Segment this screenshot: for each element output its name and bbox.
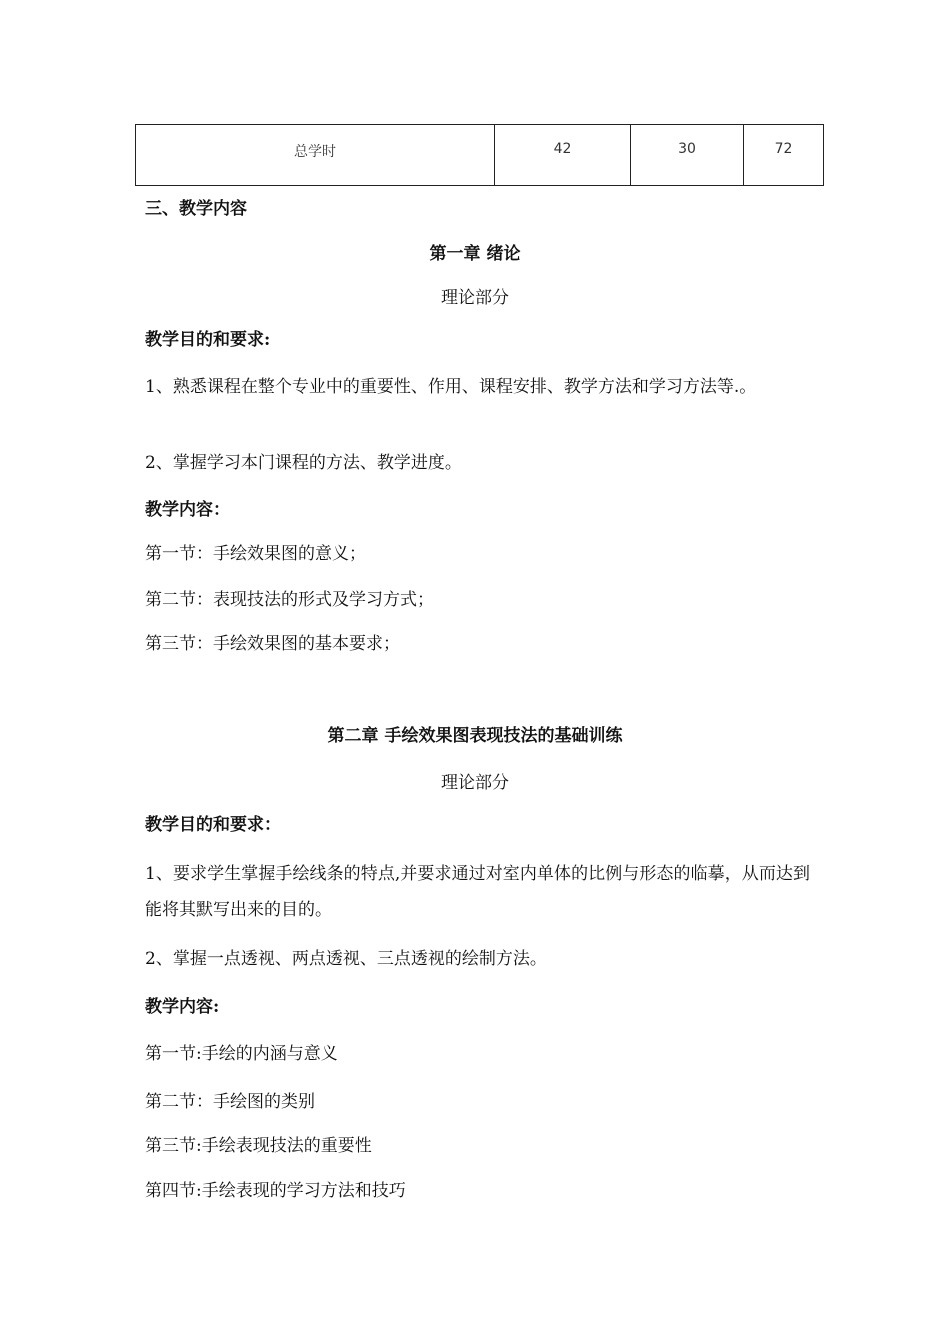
chapter1-section-1: 第一节：手绘效果图的意义； xyxy=(145,544,366,564)
chapter1-content-heading: 教学内容： xyxy=(145,500,230,520)
chapter2-section-3: 第三节:手绘表现技法的重要性 xyxy=(145,1136,372,1156)
chapter2-goal-2: 2、掌握一点透视、两点透视、三点透视的绘制方法。 xyxy=(145,949,547,969)
section-heading: 三、教学内容 xyxy=(145,199,247,219)
chapter2-goal-1: 1、要求学生掌握手绘线条的特点,并要求通过对室内单体的比例与形态的临摹，从而达到能将其默写出来的目的。 xyxy=(145,864,810,920)
chapter2-goals-heading: 教学目的和要求： xyxy=(145,815,281,835)
chapter2-section-1: 第一节:手绘的内涵与意义 xyxy=(145,1044,338,1064)
chapter1-part-label: 理论部分 xyxy=(441,288,509,308)
chapter2-section-2: 第二节：手绘图的类别 xyxy=(145,1092,315,1112)
chapter1-goal-1: 1、熟悉课程在整个专业中的重要性、作用、课程安排、教学方法和学习方法等.。 xyxy=(145,377,757,397)
chapter2-title: 第二章 手绘效果图表现技法的基础训练 xyxy=(327,726,623,746)
chapter1-goals-heading: 教学目的和要求: xyxy=(145,330,271,350)
practice-hours-value: 30 xyxy=(631,125,744,186)
chapter2-content-heading: 教学内容: xyxy=(145,997,220,1017)
chapter1-section-3: 第三节：手绘效果图的基本要求； xyxy=(145,634,400,654)
chapter2-part-label: 理论部分 xyxy=(441,773,509,793)
chapter1-section-2: 第二节：表现技法的形式及学习方式； xyxy=(145,590,434,610)
total-hours-table xyxy=(135,124,824,186)
chapter2-section-4: 第四节:手绘表现的学习方法和技巧 xyxy=(145,1181,406,1201)
theory-hours-value: 42 xyxy=(495,125,631,186)
chapter1-title: 第一章 绪论 xyxy=(429,244,521,264)
total-hours-label: 总学时 xyxy=(136,125,495,186)
total-hours-value: 72 xyxy=(744,125,824,186)
table-row xyxy=(136,125,824,186)
chapter1-goal-2: 2、掌握学习本门课程的方法、教学进度。 xyxy=(145,453,462,473)
